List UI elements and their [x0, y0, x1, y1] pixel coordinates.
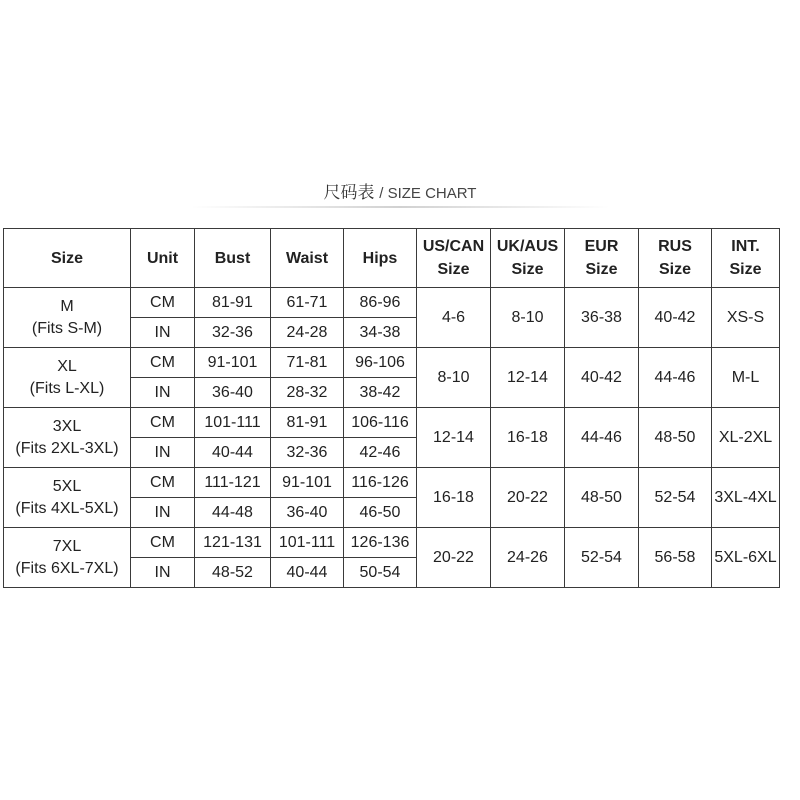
- unit-in-cell: IN: [131, 378, 195, 408]
- header-waist: Waist: [271, 229, 344, 288]
- fits-label: (Fits 4XL-5XL): [15, 499, 119, 517]
- size-label: 5XL: [52, 477, 82, 495]
- size-chart-table: [3, 228, 780, 588]
- fits-label: (Fits S-M): [31, 319, 103, 337]
- size-label: M: [60, 297, 74, 315]
- header-row: [4, 229, 780, 288]
- eur-cell: 40-42: [565, 348, 639, 408]
- waist-in-cell: 40-44: [271, 558, 344, 588]
- size-label: 7XL: [52, 537, 82, 555]
- header-us-can-size: US/CAN Size: [417, 229, 491, 288]
- bust-cm-cell: 111-121: [195, 468, 271, 498]
- bust-in-cell: 36-40: [195, 378, 271, 408]
- bust-cm-cell: 91-101: [195, 348, 271, 378]
- int-cell: 3XL-4XL: [712, 468, 780, 528]
- rus-cell: 40-42: [639, 288, 712, 348]
- unit-cm-cell: CM: [131, 468, 195, 498]
- hips-in-cell: 50-54: [344, 558, 417, 588]
- unit-cm-cell: CM: [131, 528, 195, 558]
- hips-cm-cell: 116-126: [344, 468, 417, 498]
- table-row: [4, 528, 780, 558]
- bust-cm-cell: 101-111: [195, 408, 271, 438]
- uk-aus-cell: 16-18: [491, 408, 565, 468]
- unit-in-cell: IN: [131, 558, 195, 588]
- uk-aus-cell: 8-10: [491, 288, 565, 348]
- table-body: [4, 288, 780, 588]
- hips-in-cell: 34-38: [344, 318, 417, 348]
- size-cell: [4, 348, 131, 408]
- unit-cm-cell: CM: [131, 408, 195, 438]
- hips-cm-cell: 86-96: [344, 288, 417, 318]
- size-label: XL: [57, 357, 77, 375]
- unit-in-cell: IN: [131, 498, 195, 528]
- hips-cm-cell: 96-106: [344, 348, 417, 378]
- uk-aus-cell: 12-14: [491, 348, 565, 408]
- table-row: [4, 348, 780, 378]
- table-row: [4, 468, 780, 498]
- int-cell: XS-S: [712, 288, 780, 348]
- hips-in-cell: 46-50: [344, 498, 417, 528]
- title-en: / SIZE CHART: [379, 185, 477, 202]
- header-size: Size: [4, 229, 131, 288]
- header-rus-size: RUS Size: [639, 229, 712, 288]
- hips-in-cell: 38-42: [344, 378, 417, 408]
- us-can-cell: 8-10: [417, 348, 491, 408]
- rus-cell: 52-54: [639, 468, 712, 528]
- unit-cm-cell: CM: [131, 348, 195, 378]
- size-label: 3XL: [52, 417, 82, 435]
- int-cell: 5XL-6XL: [712, 528, 780, 588]
- header-uk-aus-size: UK/AUS Size: [491, 229, 565, 288]
- title-zh: 尺码表: [323, 183, 375, 203]
- uk-aus-cell: 20-22: [491, 468, 565, 528]
- fits-label: (Fits 6XL-7XL): [15, 559, 119, 577]
- size-cell: [4, 288, 131, 348]
- hips-in-cell: 42-46: [344, 438, 417, 468]
- header-int-size: INT. Size: [712, 229, 780, 288]
- hips-cm-cell: 126-136: [344, 528, 417, 558]
- table-row: [4, 408, 780, 438]
- rus-cell: 56-58: [639, 528, 712, 588]
- us-can-cell: 12-14: [417, 408, 491, 468]
- bust-in-cell: 40-44: [195, 438, 271, 468]
- eur-cell: 44-46: [565, 408, 639, 468]
- us-can-cell: 4-6: [417, 288, 491, 348]
- waist-cm-cell: 91-101: [271, 468, 344, 498]
- waist-cm-cell: 81-91: [271, 408, 344, 438]
- bust-cm-cell: 81-91: [195, 288, 271, 318]
- size-cell: [4, 468, 131, 528]
- header-bust: Bust: [195, 229, 271, 288]
- unit-cm-cell: CM: [131, 288, 195, 318]
- header-hips: Hips: [344, 229, 417, 288]
- uk-aus-cell: 24-26: [491, 528, 565, 588]
- hips-cm-cell: 106-116: [344, 408, 417, 438]
- bust-cm-cell: 121-131: [195, 528, 271, 558]
- unit-in-cell: IN: [131, 318, 195, 348]
- unit-in-cell: IN: [131, 438, 195, 468]
- chart-title: [0, 180, 800, 214]
- waist-cm-cell: 101-111: [271, 528, 344, 558]
- waist-in-cell: 36-40: [271, 498, 344, 528]
- waist-cm-cell: 71-81: [271, 348, 344, 378]
- bust-in-cell: 44-48: [195, 498, 271, 528]
- waist-cm-cell: 61-71: [271, 288, 344, 318]
- fits-label: (Fits 2XL-3XL): [15, 439, 119, 457]
- us-can-cell: 16-18: [417, 468, 491, 528]
- bust-in-cell: 32-36: [195, 318, 271, 348]
- table-header: [4, 229, 780, 288]
- waist-in-cell: 28-32: [271, 378, 344, 408]
- eur-cell: 48-50: [565, 468, 639, 528]
- eur-cell: 36-38: [565, 288, 639, 348]
- int-cell: M-L: [712, 348, 780, 408]
- header-eur-size: EUR Size: [565, 229, 639, 288]
- int-cell: XL-2XL: [712, 408, 780, 468]
- size-cell: [4, 408, 131, 468]
- eur-cell: 52-54: [565, 528, 639, 588]
- table-row: [4, 288, 780, 318]
- bust-in-cell: 48-52: [195, 558, 271, 588]
- rus-cell: 48-50: [639, 408, 712, 468]
- waist-in-cell: 32-36: [271, 438, 344, 468]
- fits-label: (Fits L-XL): [29, 379, 105, 397]
- size-cell: [4, 528, 131, 588]
- rus-cell: 44-46: [639, 348, 712, 408]
- header-unit: Unit: [131, 229, 195, 288]
- title-text: [324, 180, 477, 207]
- us-can-cell: 20-22: [417, 528, 491, 588]
- title-divider: [190, 206, 610, 208]
- waist-in-cell: 24-28: [271, 318, 344, 348]
